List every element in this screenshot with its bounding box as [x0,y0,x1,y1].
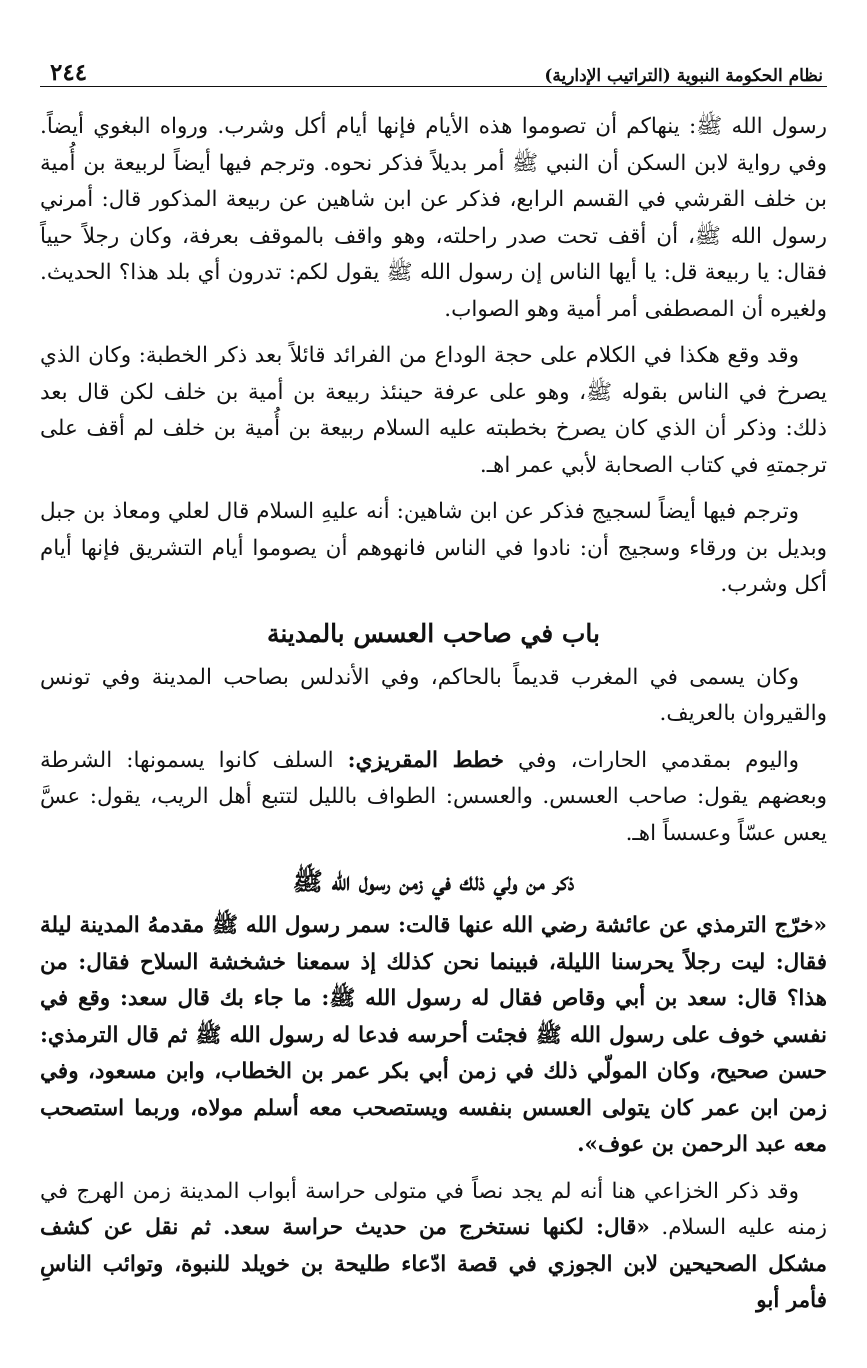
paragraph-3: وترجم فيها أيضاً لسجيج فذكر عن ابن شاهين: أنه عليهِ السلام قال لعلي ومعاذ بن جبل وبديل بن ورقاء وسجيج أن: نادوا في الناس فانهوهم أن يصوموا أيام التشريق فإنها أيام أكل وشرب. [40,499,827,597]
paragraph-7 [40,1174,827,1320]
page-number: ٢٤٤ [50,59,88,86]
document-page [40,48,827,1348]
section-heading-1: باب في صاحب العسس بالمدينة [266,618,601,648]
running-header [40,48,827,87]
paragraph-5 [40,743,827,853]
paragraph-2: وقد وقع هكذا في الكلام على حجة الوداع من الفرائد قائلاً بعد ذكر الخطبة: وكان الذي يصرخ في الناس بقوله ﷺ، وهو على عرفة حينئذ ربيعة بن أمية بن خلف لكن قال بعد ذلك: وذكر أن الذي كان يصرخ بخطبته عليه السلام ربيعة بن أُمية بن خلف لم أقف على ترجمتهِ في كتاب الصحابة لأبي عمر اهـ. [40,343,827,478]
paragraph-5-source: خطط المقريزي: [347,747,504,773]
paragraph-4: وكان يسمى في المغرب قديماً بالحاكم، وفي الأندلس بصاحب المدينة وفي تونس والقيروان بالعريف. [40,664,827,726]
paragraph-7-quote: «قال: لكنها نستخرج من حديث حراسة سعد. ثم نقل عن كشف مشكل الصحيحين لابن الجوزي في قصة ادّعاء طليحة بن خويلد للنبوة، وتوائب الناسِ فأمر أبو [40,1215,827,1313]
paragraph-5-text-a: واليوم بمقدمي الحارات، وفي [503,747,799,773]
book-title: نظام الحكومة النبوية (التراتيب الإدارية) [544,66,823,86]
paragraph-6-quote: «خرّج الترمذي عن عائشة رضي الله عنها قالت: سمر رسول الله ﷺ مقدمهُ المدينة ليلة فقال: ليت رجلاً يحرسنا الليلة، فبينما نحن كذلك إذ سمعنا خشخشة السلاح فقال: من هذا؟ قال: سعد بن أبي وقاص فقال له رسول الله ﷺ: ما جاء بك قال سعد: وقع في نفسي خوف على رسول الله ﷺ فجئت أحرسه فدعا له رسول الله ﷺ ثم قال الترمذي: حسن صحيح، وكان المولّي ذلك في زمن أبي بكر عمر بن الخطاب، وابن مسعود، وفي زمن ابن عمر كان يتولى العسس بنفسه ويستصحب معه أسلم مولاه، وربما استصحب معه عبد الرحمن بن عوف». [40,913,827,1157]
section-heading-2: ذكر من ولي ذلك في زمن رسول الله ﷺ [292,867,575,896]
paragraph-7-text-a: وقد ذكر الخزاعي هنا أنه لم يجد نصاً في متولى حراسة أبواب المدينة زمن الهرج في زمنه عليه السلام. [40,1178,827,1240]
paragraph-5-text-c: السلف كانوا يسمونها: الشرطة وبعضهم يقول: صاحب العسس. والعسس: الطواف بالليل لتتبع أهل الريب، يقول: عسَّ يعس عسّاً وعسساً اهـ. [40,747,827,846]
paragraph-1: رسول الله ﷺ: ينهاكم أن تصوموا هذه الأيام فإنها أيام أكل وشرب. ورواه البغوي أيضاً. وفي رواية لابن السكن أن النبي ﷺ أمر بديلاً فذكر نحوه. وترجم فيها أيضاً لربيعة بن أُمية بن خلف القرشي في القسم الرابع، فذكر عن ابن شاهين عن ربيعة المذكور قال: أمرني رسول الله ﷺ، أن أقف تحت صدر راحلته، وهو واقف بالموقف بعرفة، وكان رجلاً حيياً فقال: يا ربيعة قل: يا أيها الناس إن رسول الله ﷺ يقول لكم: تدرون أي بلد هذا؟ الحديث. ولغيره أن المصطفى أمر أمية وهو الصواب. [40,114,827,322]
